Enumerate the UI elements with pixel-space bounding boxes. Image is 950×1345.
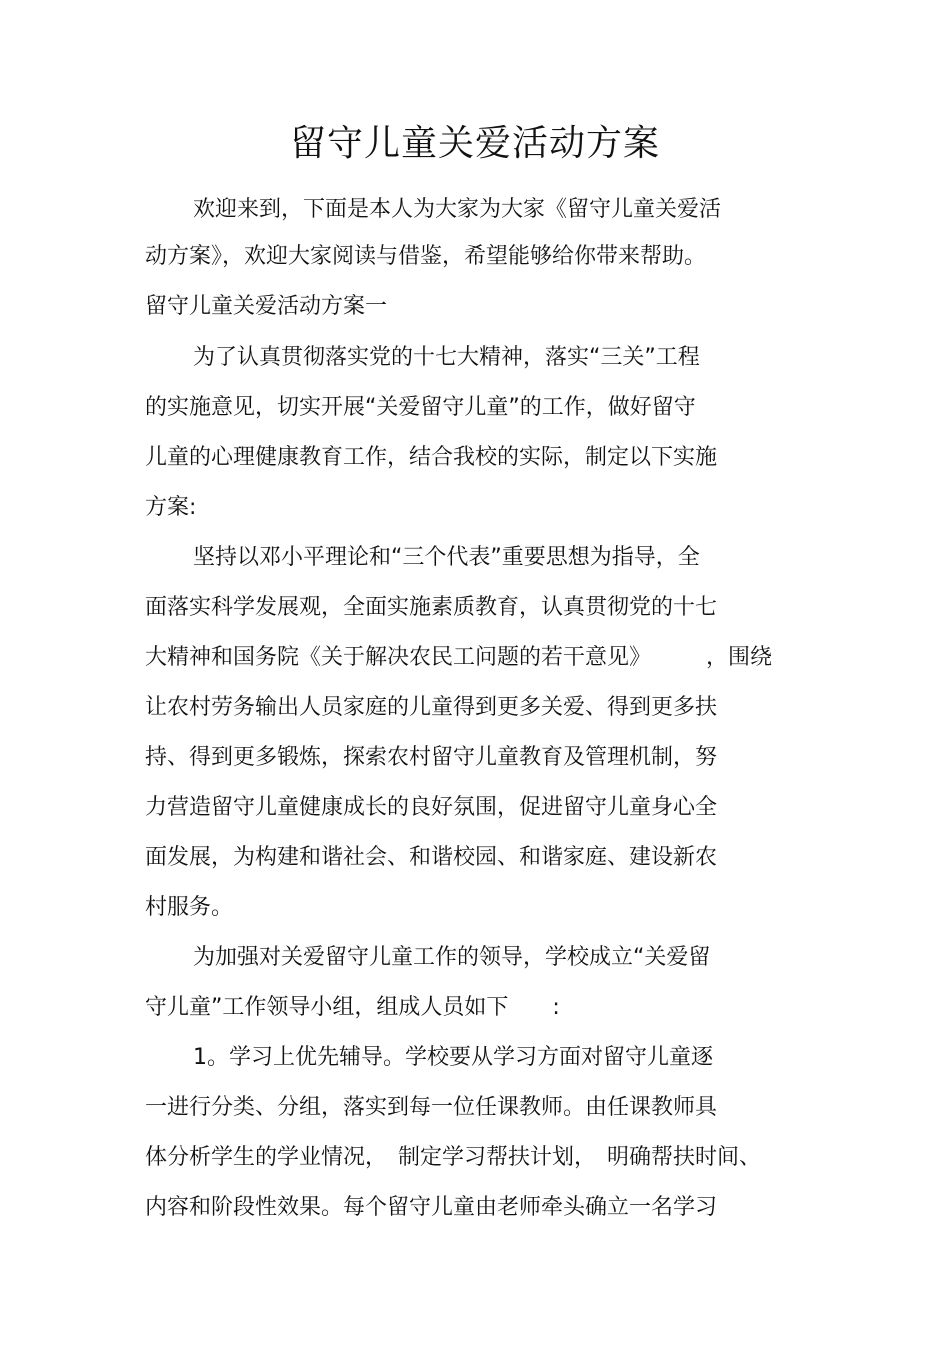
text-line: 守儿童”工作领导小组，组成人员如下 : [145,995,560,1020]
text-line: 让农村劳务输出人员家庭的儿童得到更多关爱、得到更多扶 [145,695,718,720]
text-line: 面落实科学发展观，全面实施素质教育，认真贯彻党的十七 [145,595,718,620]
text-line: 一进行分类、分组，落实到每一位任课教师。由任课教师具 [145,1095,718,1120]
text-line: 内容和阶段性效果。每个留守儿童由老师牵头确立一名学习 [145,1195,718,1220]
text-line: 方案: [145,495,197,520]
text-line: 儿童的心理健康教育工作，结合我校的实际，制定以下实施 [145,445,718,470]
text-line: 面发展，为构建和谐社会、和谐校园、和谐家庭、建设新农 [145,845,718,870]
text-line: 1。学习上优先辅导。学校要从学习方面对留守儿童逐 [193,1045,713,1070]
text-line: 的实施意见，切实开展“关爱留守儿童”的工作，做好留守 [145,395,696,420]
document-title: 留守儿童关爱活动方案 [289,123,660,164]
text-line: 为了认真贯彻落实党的十七大精神，落实“三关”工程 [193,345,700,370]
text-line: 体分析学生的学业情况， 制定学习帮扶计划， 明确帮扶时间、 [145,1145,762,1170]
text-line: 欢迎来到，下面是本人为大家为大家《留守儿童关爱活 [193,197,722,222]
text-line: 坚持以邓小平理论和“三个代表”重要思想为指导，全 [193,545,700,570]
text-line: 村服务。 [145,895,234,920]
text-line: 动方案》，欢迎大家阅读与借鉴，希望能够给你带来帮助。 [145,244,707,269]
text-line: 为加强对关爱留守儿童工作的领导，学校成立“关爱留 [193,945,711,970]
text-line: 力营造留守儿童健康成长的良好氛围，促进留守儿童身心全 [145,795,718,820]
text-line: 持、得到更多锻炼，探索农村留守儿童教育及管理机制，努 [145,745,718,770]
text-line: 大精神和国务院《关于解决农民工问题的若干意见》 ，围绕 [145,645,773,670]
section-heading: 留守儿童关爱活动方案一 [145,294,388,319]
